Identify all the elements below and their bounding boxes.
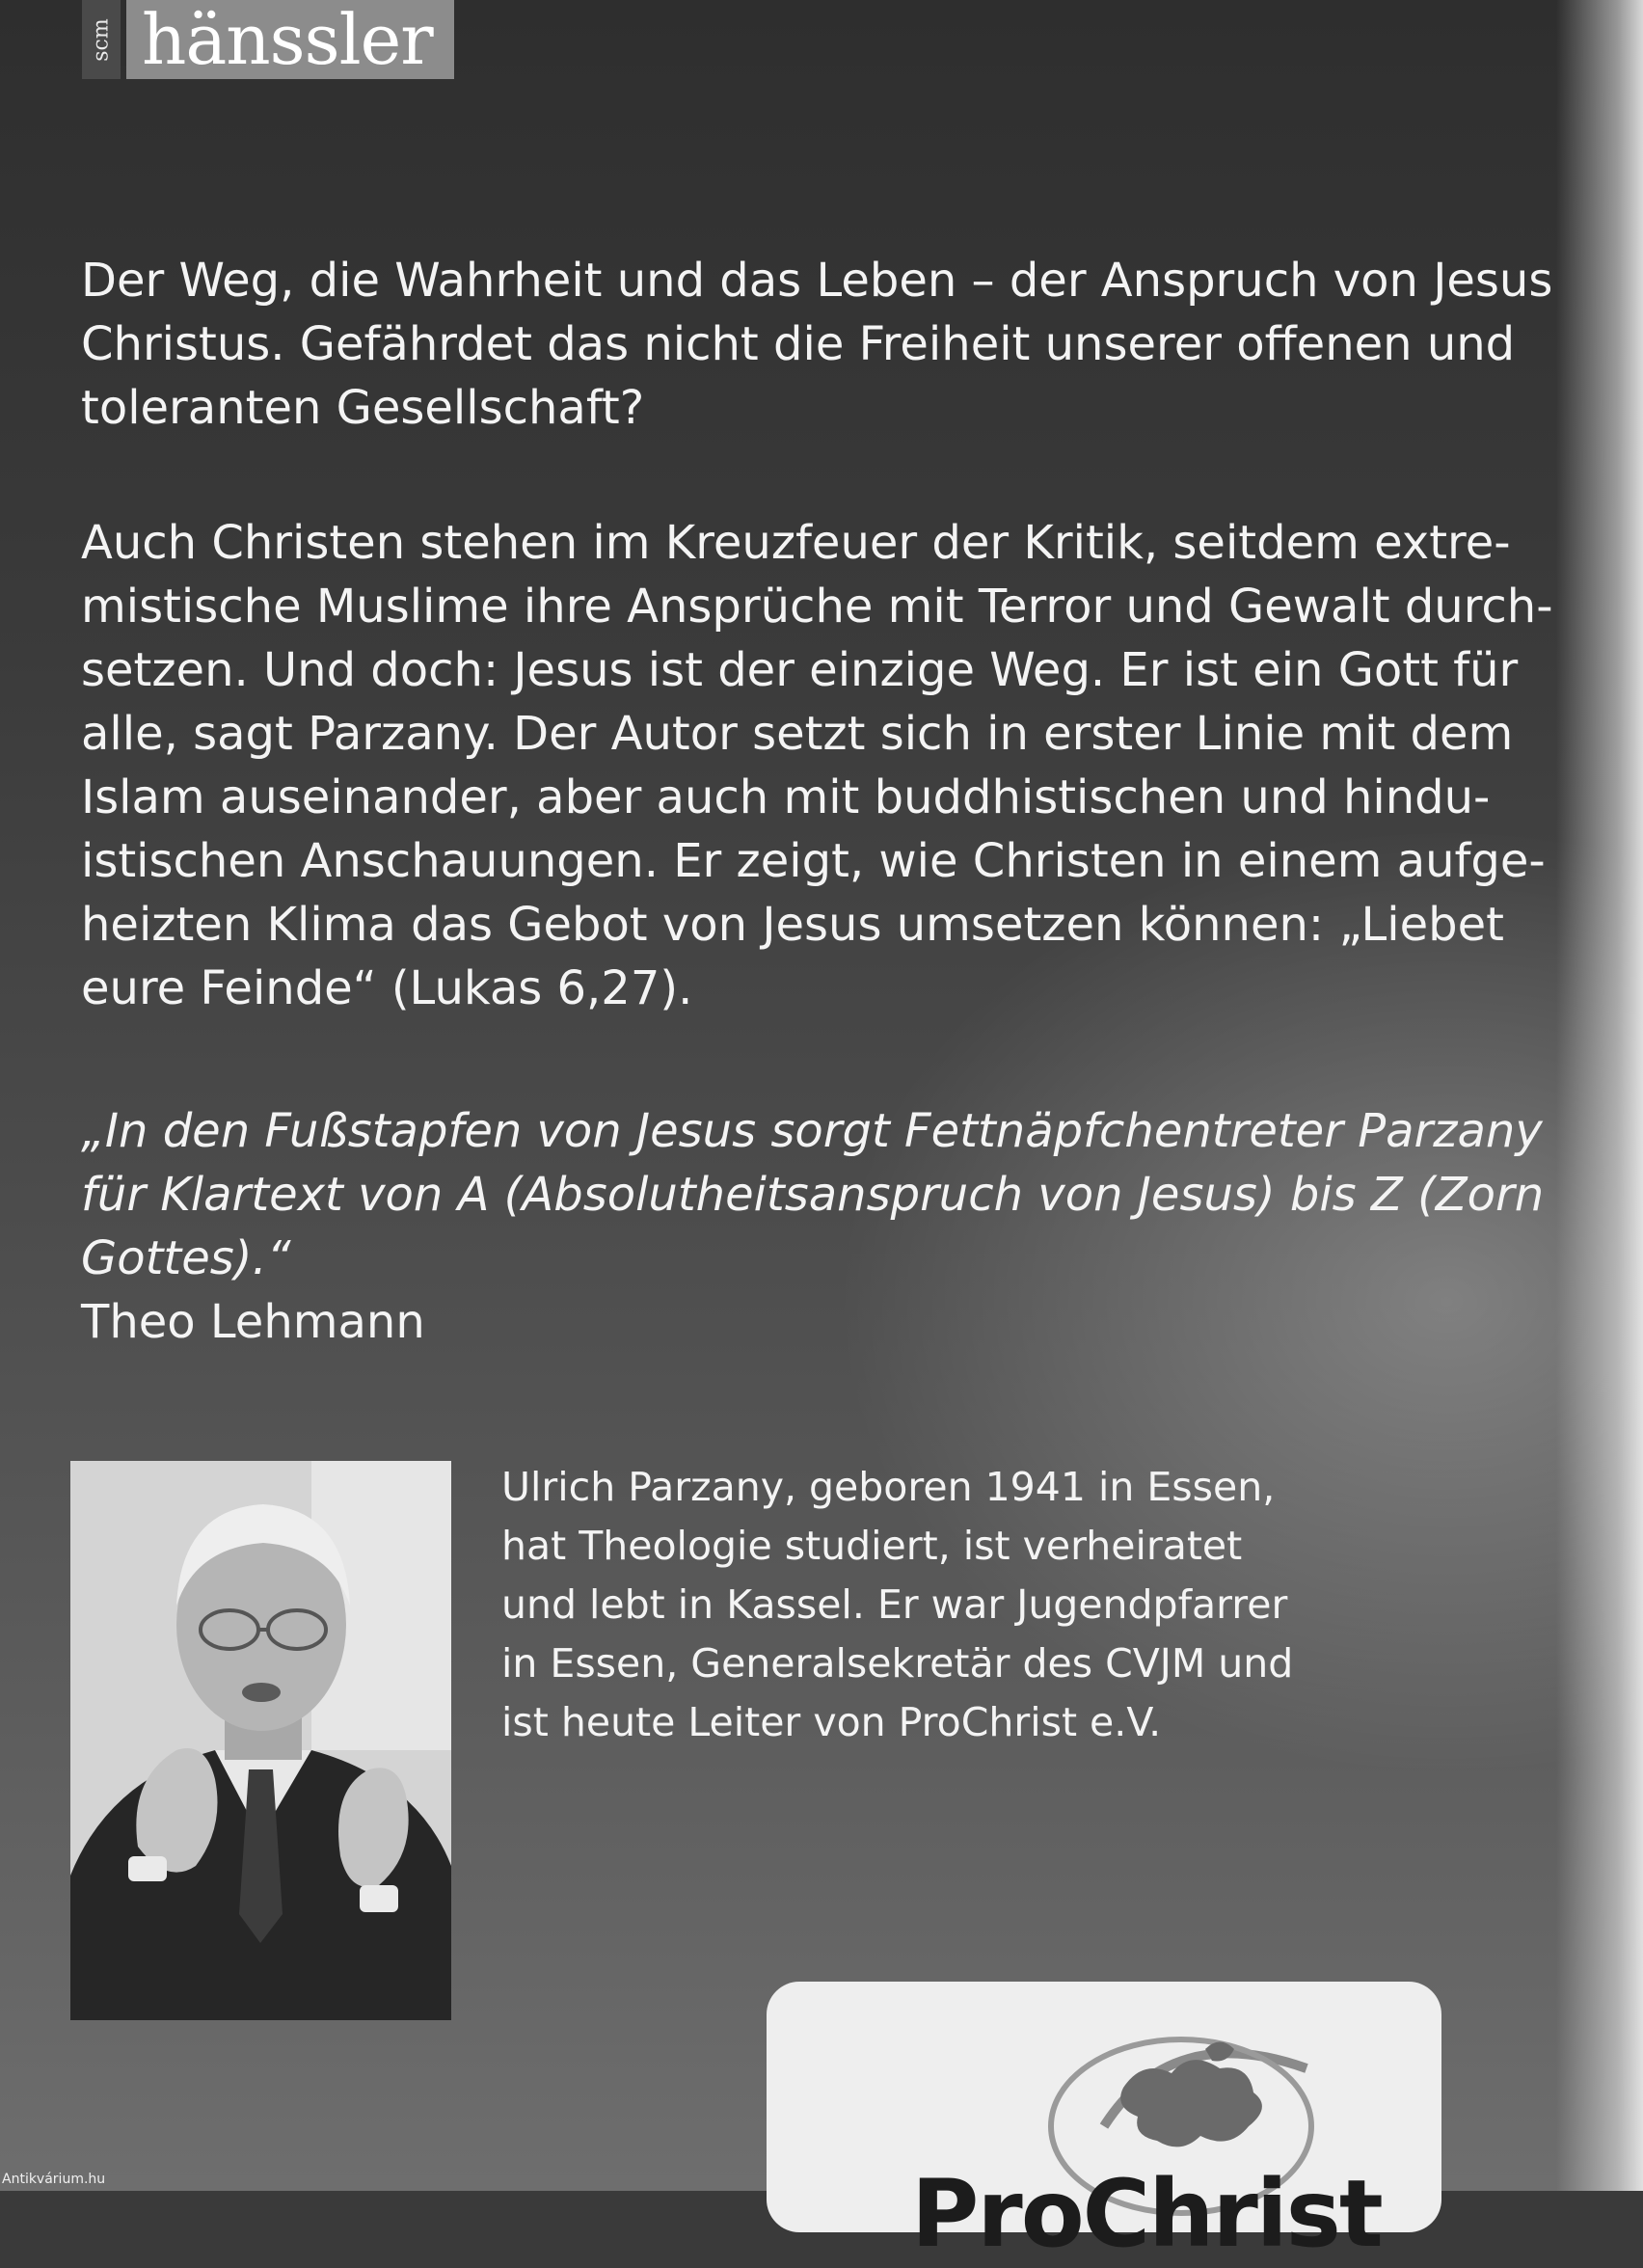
description-line: alle, sagt Parzany. Der Autor setzt sich in erster Linie mit dem [81, 707, 1514, 761]
author-portrait-image [70, 1461, 451, 2020]
intro-line: toleranten Gesellschaft? [81, 381, 645, 435]
intro-line: Der Weg, die Wahrheit und das Leben – der Anspruch von Jesus [81, 254, 1553, 308]
bio-line: hat Theologie studiert, ist verheiratet [501, 1523, 1243, 1569]
author-bio [501, 1458, 1369, 1752]
description-line: heizten Klima das Gebot von Jesus umsetzen können: „Liebet [81, 898, 1504, 952]
description-line: setzen. Und doch: Jesus ist der einzige Weg. Er ist ein Gott für [81, 643, 1519, 697]
author-photo [70, 1461, 451, 2020]
watermark: Antikvárium.hu [2, 2172, 106, 2187]
quote-line: „In den Fußstapfen von Jesus sorgt Fettnäpfchentreter Parzany [81, 1104, 1543, 1158]
description-line: eure Feinde“ (Lukas 6,27). [81, 961, 693, 1015]
description-line: mistische Muslime ihre Ansprüche mit Terror und Gewalt durch- [81, 580, 1553, 634]
publisher-logo [82, 0, 454, 79]
prochrist-logo [767, 1982, 1441, 2268]
bio-line: und lebt in Kassel. Er war Jugendpfarrer [501, 1581, 1288, 1628]
quote-line: Gottes).“ [81, 1231, 291, 1285]
quote-author: Theo Lehmann [81, 1295, 425, 1349]
logo-wordmark: ProChrist [911, 2160, 1382, 2268]
description-line: Auch Christen stehen im Kreuzfeuer der Kritik, seitdem extre- [81, 516, 1511, 570]
description-paragraph [81, 511, 1556, 1020]
quote-line: für Klartext von A (Absolutheitsanspruch von Jesus) bis Z (Zorn [81, 1168, 1545, 1222]
bio-line: ist heute Leiter von ProChrist e.V. [501, 1699, 1162, 1745]
intro-paragraph [81, 249, 1556, 440]
publisher-imprint [82, 0, 121, 79]
bio-line: Ulrich Parzany, geboren 1941 in Essen, [501, 1464, 1276, 1510]
endorsement-quote [81, 1099, 1556, 1354]
description-line: Islam auseinander, aber auch mit buddhistischen und hindu- [81, 770, 1491, 824]
publisher-imprint-label: scm [89, 17, 114, 62]
description-line: istischen Anschauungen. Er zeigt, wie Christen in einem aufge- [81, 834, 1546, 888]
cover-edge-highlight [1556, 0, 1643, 2191]
intro-line: Christus. Gefährdet das nicht die Freiheit unserer offenen und [81, 317, 1516, 371]
bio-line: in Essen, Generalsekretär des CVJM und [501, 1640, 1294, 1687]
publisher-name: hänssler [126, 0, 454, 79]
